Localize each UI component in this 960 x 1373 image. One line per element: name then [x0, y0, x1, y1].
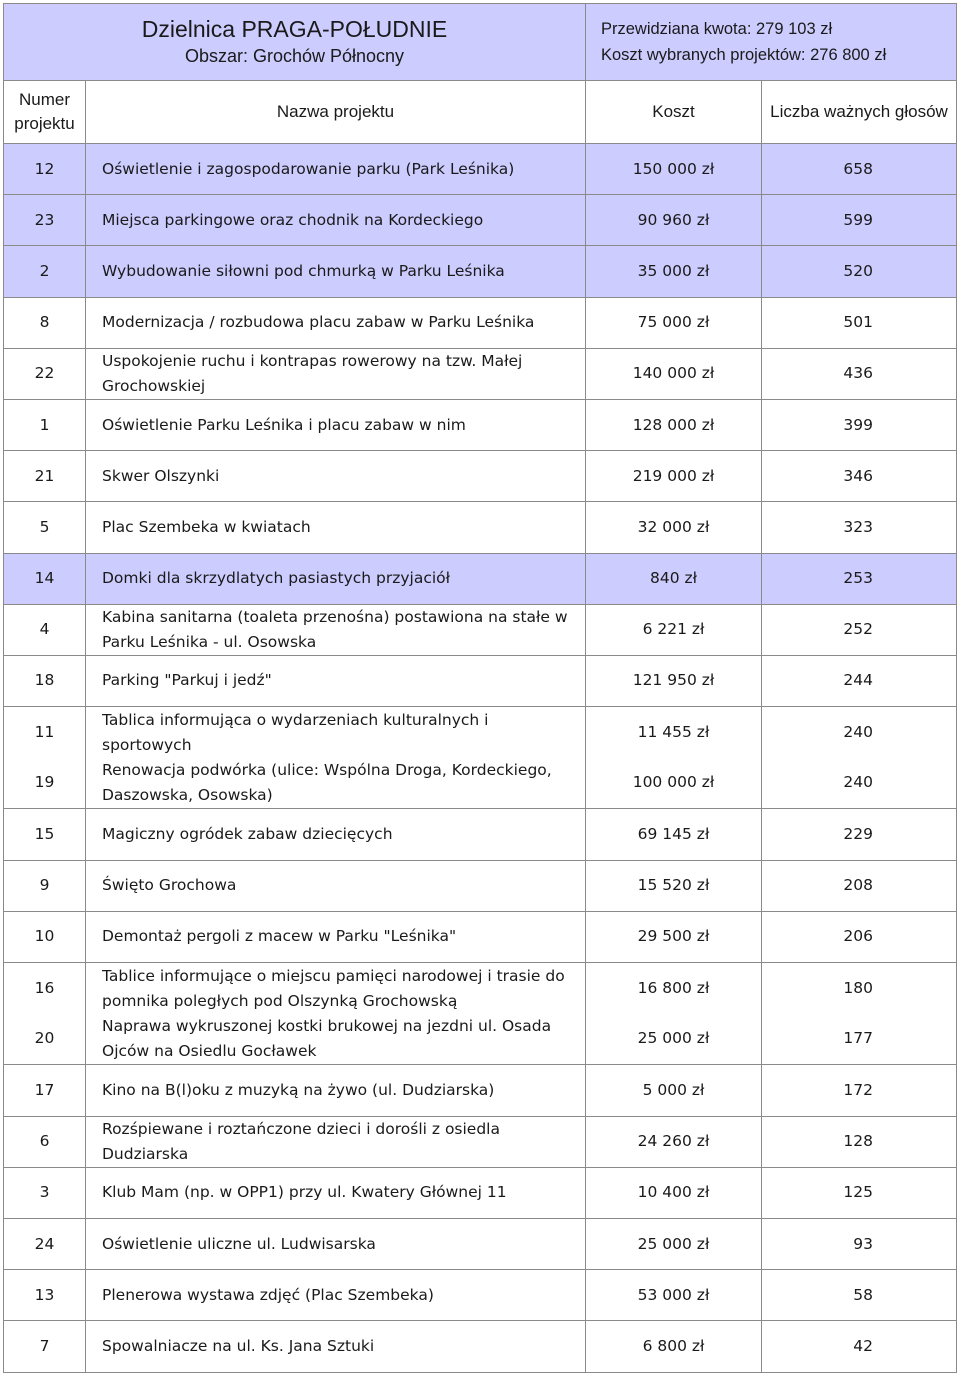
project-cost: 11 455 zł — [637, 723, 710, 742]
column-header-name: Nazwa projektu — [86, 81, 586, 144]
table-row — [4, 502, 957, 553]
project-number-pair — [4, 708, 85, 808]
project-number: 17 — [4, 1065, 86, 1116]
project-cost-cell — [586, 707, 762, 809]
table-row — [4, 1065, 957, 1116]
table-row — [4, 1218, 957, 1269]
project-cost: 6 800 zł — [586, 1321, 762, 1372]
project-cost: 150 000 zł — [586, 144, 762, 195]
header-row — [4, 4, 957, 81]
project-cost: 10 400 zł — [586, 1167, 762, 1218]
project-votes: 501 — [762, 297, 957, 348]
project-number: 20 — [34, 1029, 55, 1048]
results-table — [3, 3, 957, 1373]
project-number: 5 — [4, 502, 86, 553]
column-header-votes: Liczba ważnych głosów — [762, 81, 957, 144]
project-cost: 69 145 zł — [586, 809, 762, 860]
project-name: Domki dla skrzydlatych pasiastych przyjaciół — [86, 553, 586, 604]
project-name: Oświetlenie uliczne ul. Ludwisarska — [86, 1218, 586, 1269]
project-name: Modernizacja / rozbudowa placu zabaw w Parku Leśnika — [86, 297, 586, 348]
project-votes: 240 — [843, 723, 874, 742]
project-number: 21 — [4, 451, 86, 502]
project-name: Demontaż pergoli z macew w Parku "Leśnika" — [86, 911, 586, 962]
project-cost: 90 960 zł — [586, 195, 762, 246]
project-votes: 208 — [762, 860, 957, 911]
project-votes: 599 — [762, 195, 957, 246]
project-name: Tablica informująca o wydarzeniach kulturalnych i sportowych — [102, 710, 489, 754]
selected-cost: Koszt wybranych projektów: 276 800 zł — [601, 46, 887, 64]
project-number-cell — [4, 963, 86, 1065]
project-name: Parking "Parkuj i jedź" — [86, 655, 586, 706]
project-votes: 253 — [762, 553, 957, 604]
table-row — [4, 399, 957, 450]
table-row — [4, 451, 957, 502]
project-number: 12 — [4, 144, 86, 195]
project-number: 23 — [4, 195, 86, 246]
table-row — [4, 809, 957, 860]
project-number: 11 — [34, 723, 55, 742]
district-title-cell — [4, 4, 586, 81]
project-votes: 346 — [762, 451, 957, 502]
project-votes: 128 — [762, 1116, 957, 1167]
project-cost: 25 000 zł — [586, 1218, 762, 1269]
table-row — [4, 1167, 957, 1218]
results-sheet — [3, 3, 956, 1369]
district-title: Dzielnica PRAGA-POŁUDNIE — [141, 16, 448, 42]
table-row — [4, 1321, 957, 1372]
project-name: Skwer Olszynki — [86, 451, 586, 502]
project-name: Renowacja podwórka (ulice: Wspólna Droga, Kordeckiego, Daszowska, Osowska) — [102, 760, 552, 804]
project-votes: 399 — [762, 399, 957, 450]
project-votes: 93 — [762, 1218, 957, 1269]
project-number: 7 — [4, 1321, 86, 1372]
project-votes: 58 — [762, 1270, 957, 1321]
project-number: 18 — [4, 655, 86, 706]
project-votes: 125 — [762, 1167, 957, 1218]
project-cost: 24 260 zł — [586, 1116, 762, 1167]
table-row — [4, 1116, 957, 1167]
amount-cell — [586, 4, 957, 81]
project-name: Magiczny ogródek zabaw dziecięcych — [86, 809, 586, 860]
project-cost: 35 000 zł — [586, 246, 762, 297]
project-name: Uspokojenie ruchu i kontrapas rowerowy na tzw. Małej Grochowskiej — [86, 348, 586, 399]
project-cost: 140 000 zł — [586, 348, 762, 399]
project-votes-pair — [762, 708, 956, 808]
project-votes: 180 — [843, 979, 874, 998]
project-cost: 32 000 zł — [586, 502, 762, 553]
project-number: 16 — [34, 979, 55, 998]
project-name: Rozśpiewane i roztańczone dzieci i dorośli z osiedla Dudziarska — [86, 1116, 586, 1167]
project-cost: 16 800 zł — [637, 979, 710, 998]
project-number: 4 — [4, 604, 86, 655]
project-name: Klub Mam (np. w OPP1) przy ul. Kwatery Głównej 11 — [86, 1167, 586, 1218]
project-cost: 75 000 zł — [586, 297, 762, 348]
area-subtitle: Obszar: Grochów Północny — [184, 46, 405, 66]
project-name: Naprawa wykruszonej kostki brukowej na jezdni ul. Osada Ojców na Osiedlu Gocławek — [102, 1016, 552, 1060]
project-number-cell — [4, 707, 86, 809]
project-number: 9 — [4, 860, 86, 911]
project-number: 13 — [4, 1270, 86, 1321]
project-cost: 840 zł — [586, 553, 762, 604]
project-number: 6 — [4, 1116, 86, 1167]
project-name: Miejsca parkingowe oraz chodnik na Kordeckiego — [86, 195, 586, 246]
project-number: 1 — [4, 399, 86, 450]
project-votes-pair — [762, 964, 956, 1064]
column-header-number: Numer projektu — [4, 81, 86, 144]
project-cost-pair — [586, 964, 761, 1064]
project-votes: 206 — [762, 911, 957, 962]
project-cost: 5 000 zł — [586, 1065, 762, 1116]
project-votes-cell — [762, 963, 957, 1065]
project-cost-cell — [586, 963, 762, 1065]
project-name: Oświetlenie i zagospodarowanie parku (Park Leśnika) — [86, 144, 586, 195]
project-cost: 29 500 zł — [586, 911, 762, 962]
table-row — [4, 553, 957, 604]
table-row — [4, 297, 957, 348]
project-votes: 229 — [762, 809, 957, 860]
project-cost: 53 000 zł — [586, 1270, 762, 1321]
project-cost: 219 000 zł — [586, 451, 762, 502]
table-row — [4, 860, 957, 911]
project-votes: 42 — [762, 1321, 957, 1372]
table-row — [4, 707, 957, 809]
project-number: 8 — [4, 297, 86, 348]
table-row — [4, 911, 957, 962]
project-votes: 658 — [762, 144, 957, 195]
project-number-pair — [4, 964, 85, 1064]
project-number: 24 — [4, 1218, 86, 1269]
project-number: 3 — [4, 1167, 86, 1218]
project-cost: 121 950 zł — [586, 655, 762, 706]
project-name-pair — [86, 708, 585, 808]
table-row — [4, 963, 957, 1065]
column-header-cost: Koszt — [586, 81, 762, 144]
project-name: Wybudowanie siłowni pod chmurką w Parku Leśnika — [86, 246, 586, 297]
project-number: 10 — [4, 911, 86, 962]
project-votes: 252 — [762, 604, 957, 655]
table-row — [4, 195, 957, 246]
project-name-cell — [86, 963, 586, 1065]
project-cost-pair — [586, 708, 761, 808]
table-row — [4, 655, 957, 706]
project-name-pair — [86, 964, 585, 1064]
project-number: 15 — [4, 809, 86, 860]
project-votes-cell — [762, 707, 957, 809]
project-name: Tablice informujące o miejscu pamięci narodowej i trasie do pomnika poległych pod Olszynką Grochowską — [102, 966, 565, 1010]
table-row — [4, 144, 957, 195]
project-votes: 177 — [843, 1029, 874, 1048]
project-name: Kino na B(l)oku z muzyką na żywo (ul. Dudziarska) — [86, 1065, 586, 1116]
project-name: Plac Szembeka w kwiatach — [86, 502, 586, 553]
project-cost: 128 000 zł — [586, 399, 762, 450]
project-name: Oświetlenie Parku Leśnika i placu zabaw w nim — [86, 399, 586, 450]
project-cost: 6 221 zł — [586, 604, 762, 655]
project-votes: 436 — [762, 348, 957, 399]
project-name: Kabina sanitarna (toaleta przenośna) postawiona na stałe w Parku Leśnika - ul. Osowska — [86, 604, 586, 655]
table-row — [4, 604, 957, 655]
project-cost: 15 520 zł — [586, 860, 762, 911]
project-votes: 172 — [762, 1065, 957, 1116]
table-row — [4, 1270, 957, 1321]
project-name: Święto Grochowa — [86, 860, 586, 911]
project-cost: 100 000 zł — [632, 773, 715, 792]
project-rows — [4, 144, 957, 1373]
column-header-row — [4, 81, 957, 144]
project-votes: 244 — [762, 655, 957, 706]
project-votes: 520 — [762, 246, 957, 297]
planned-amount: Przewidziana kwota: 279 103 zł — [601, 20, 833, 38]
project-votes: 240 — [843, 773, 874, 792]
project-number: 19 — [34, 773, 55, 792]
project-cost: 25 000 zł — [637, 1029, 710, 1048]
project-votes: 323 — [762, 502, 957, 553]
project-name: Plenerowa wystawa zdjęć (Plac Szembeka) — [86, 1270, 586, 1321]
table-row — [4, 246, 957, 297]
project-name-cell — [86, 707, 586, 809]
project-number: 22 — [4, 348, 86, 399]
project-name: Spowalniacze na ul. Ks. Jana Sztuki — [86, 1321, 586, 1372]
project-number: 2 — [4, 246, 86, 297]
project-number: 14 — [4, 553, 86, 604]
table-row — [4, 348, 957, 399]
